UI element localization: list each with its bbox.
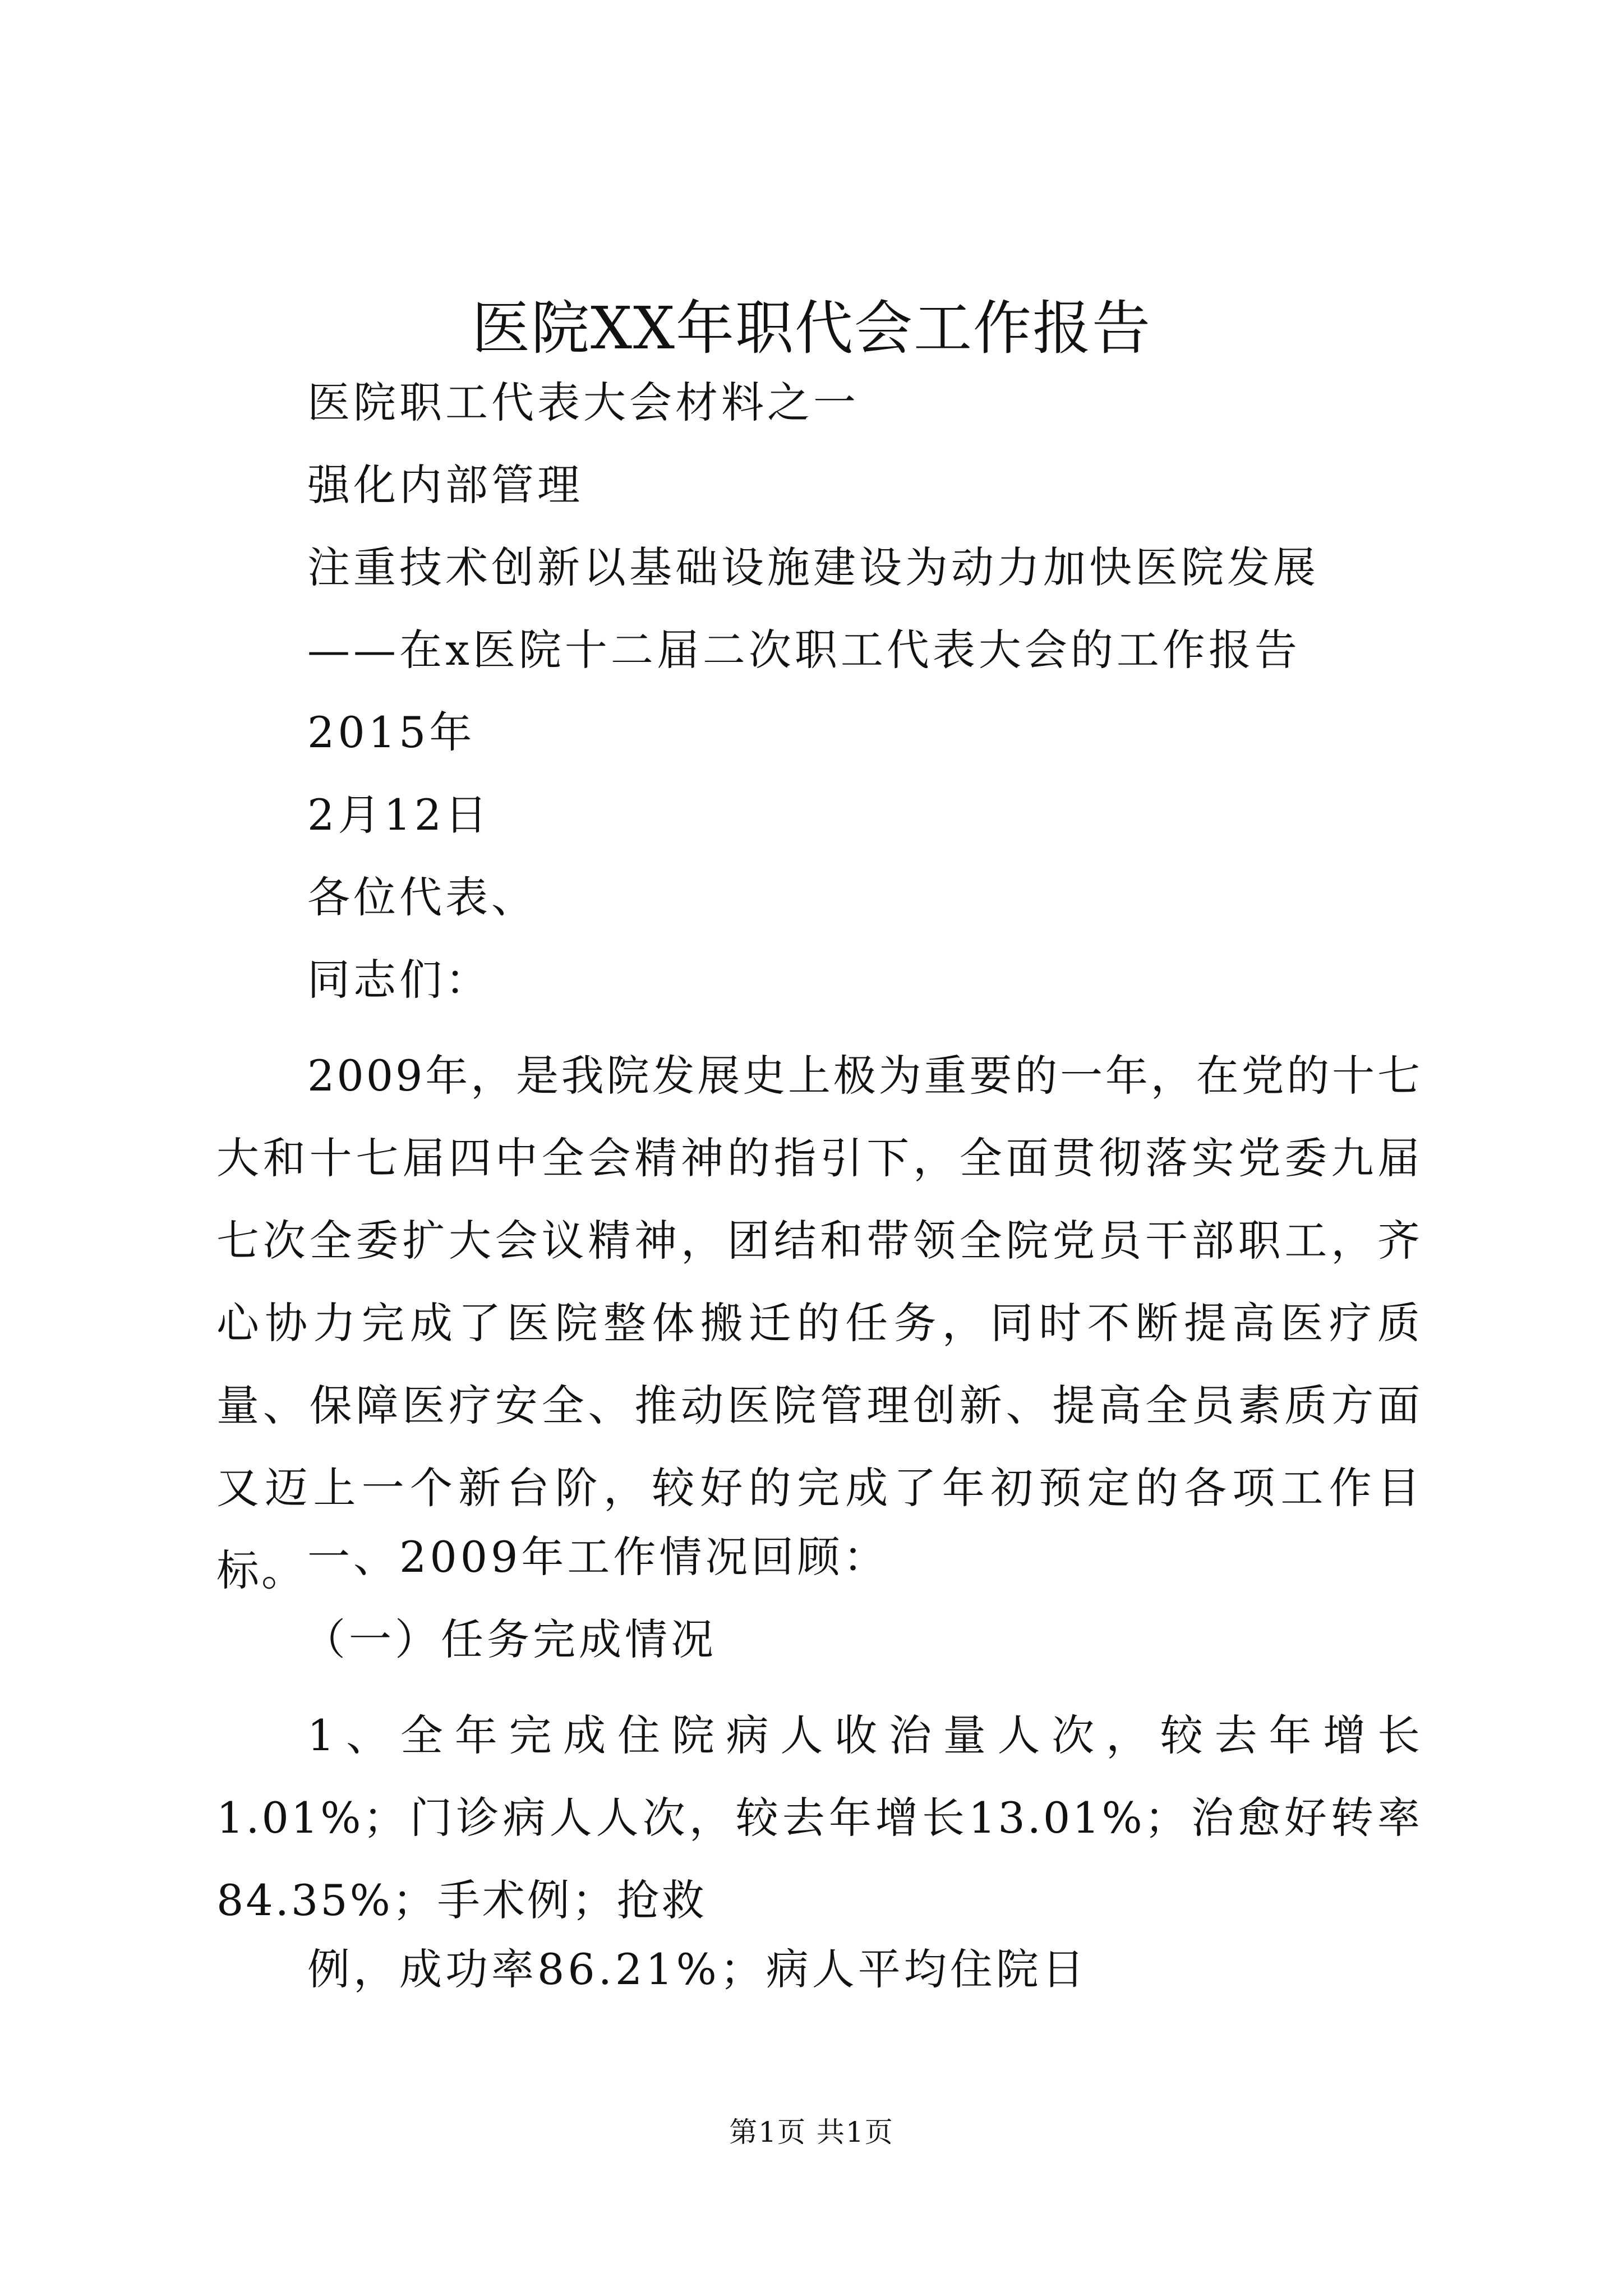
body-paragraph-2: 1、全年完成住院病人收治量人次，较去年增长1.01%；门诊病人人次，较去年增长13.01%；治愈好转率84.35%；手术例；抢救 — [216, 1710, 1422, 1925]
page-footer: 第1页 共1页 — [729, 2116, 894, 2148]
subsection-heading: （一）任务完成情况 — [303, 1614, 717, 1664]
body-paragraph-1: 2009年，是我院发展史上极为重要的一年，在党的十七大和十七届四中全会精神的指引下，全面贯彻落实党委九届七次全委扩大会议精神，团结和带领全院党员干部职工，齐心协力完成了医院整体搬迁的任务，同时不断提高医疗质量、保障医疗安全、推动医院管理创新、提高全员素质方面又迈上一个新台阶，较好的完成了年初预定的各项工作目标。 — [216, 1051, 1422, 1595]
header-line-date-year: 2015年 — [307, 707, 476, 757]
document-title: 医院XX年职代会工作报告 — [471, 294, 1152, 362]
header-line-1: 医院职工代表大会材料之一 — [307, 378, 859, 427]
body-paragraph-3: 例，成功率86.21%；病人平均住院日 — [307, 1944, 1088, 1994]
header-line-3: 注重技术创新以基础设施建设为动力加快医院发展 — [307, 542, 1319, 592]
header-line-4: ——在x医院十二届二次职工代表大会的工作报告 — [307, 625, 1301, 675]
header-line-2: 强化内部管理 — [307, 460, 583, 510]
section-heading: 一、2009年工作情况回顾： — [307, 1532, 889, 1582]
header-line-date-day: 2月12日 — [307, 790, 491, 840]
salutation-line-2: 同志们： — [307, 955, 491, 1005]
salutation-line-1: 各位代表、 — [307, 872, 537, 922]
